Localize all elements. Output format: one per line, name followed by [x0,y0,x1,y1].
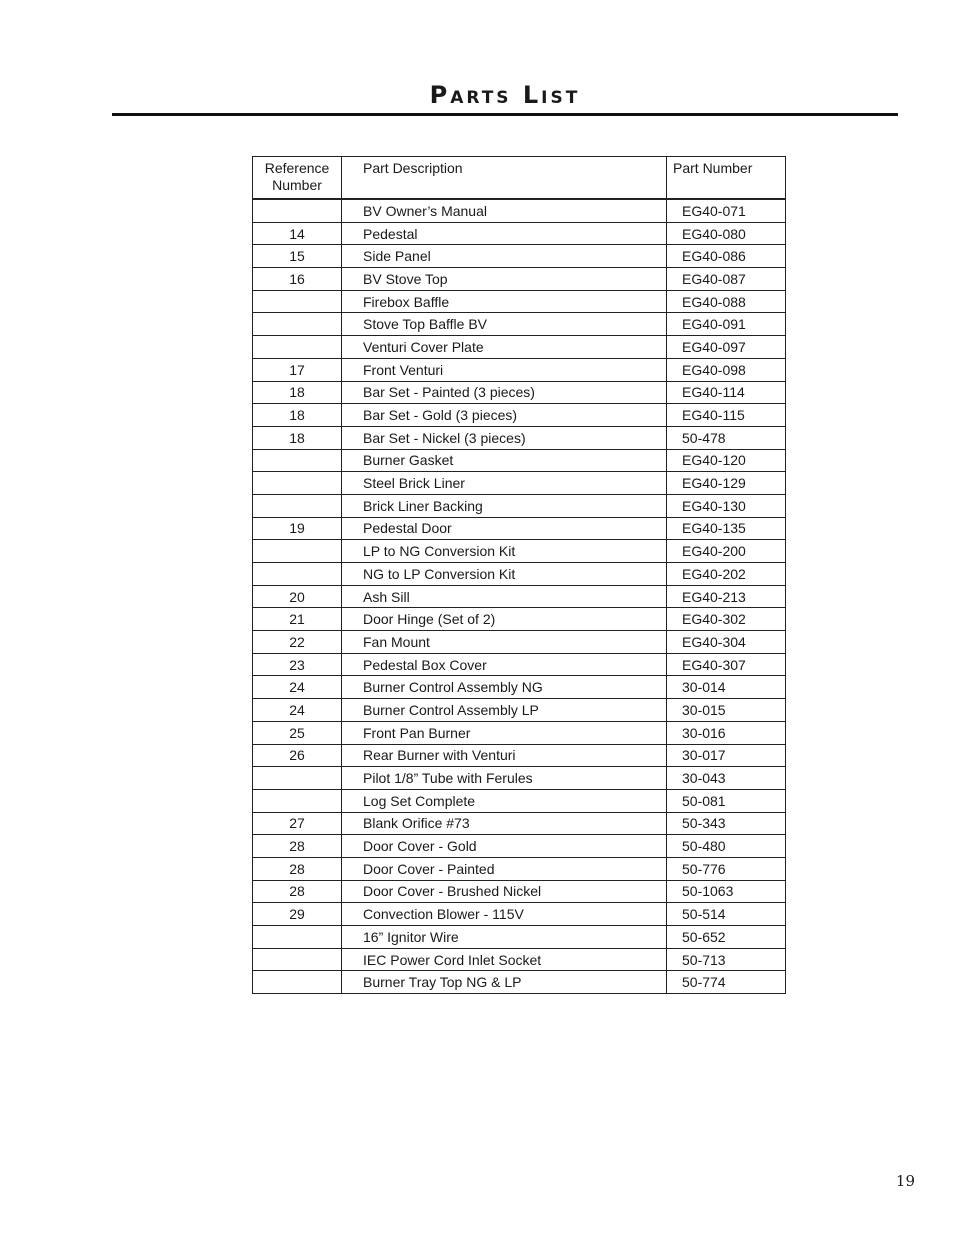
description-cell: Steel Brick Liner [342,472,667,495]
description-cell: Side Panel [342,245,667,268]
table-row [253,540,786,563]
description-cell: Stove Top Baffle BV [342,313,667,336]
header-reference-number: Reference Number [253,157,342,200]
table-row [253,585,786,608]
table-row [253,358,786,381]
reference-cell: 24 [253,676,342,699]
reference-cell: 18 [253,381,342,404]
header-part-number: Part Number [667,157,786,200]
table-row [253,290,786,313]
description-cell: Convection Blower - 115V [342,903,667,926]
description-cell: Venturi Cover Plate [342,336,667,359]
table-row [253,971,786,994]
reference-cell: 20 [253,585,342,608]
reference-cell: 28 [253,880,342,903]
reference-cell [253,336,342,359]
reference-cell [253,767,342,790]
description-cell: Ash Sill [342,585,667,608]
part-number-cell: EG40-086 [667,245,786,268]
reference-cell: 29 [253,903,342,926]
table-row [253,857,786,880]
part-number-cell: EG40-130 [667,494,786,517]
description-cell: Bar Set - Nickel (3 pieces) [342,426,667,449]
page-number: 19 [895,1172,915,1190]
description-cell: BV Stove Top [342,268,667,291]
reference-cell: 27 [253,812,342,835]
reference-cell: 24 [253,699,342,722]
table-row [253,676,786,699]
reference-cell [253,926,342,949]
reference-cell: 28 [253,835,342,858]
description-cell: Pedestal Door [342,517,667,540]
reference-cell [253,494,342,517]
part-number-cell: EG40-091 [667,313,786,336]
description-cell: Pedestal [342,222,667,245]
description-cell: Burner Gasket [342,449,667,472]
part-number-cell: EG40-307 [667,653,786,676]
part-number-cell: EG40-097 [667,336,786,359]
reference-cell [253,472,342,495]
reference-cell [253,199,342,222]
part-number-cell: EG40-304 [667,631,786,654]
reference-cell: 16 [253,268,342,291]
description-cell: Log Set Complete [342,789,667,812]
reference-cell: 21 [253,608,342,631]
part-number-cell: EG40-114 [667,381,786,404]
reference-cell [253,540,342,563]
table-row [253,449,786,472]
table-row [253,199,786,222]
table-header-row [253,157,786,200]
header-part-description: Part Description [342,157,667,200]
part-number-cell: EG40-080 [667,222,786,245]
description-cell: Pilot 1/8” Tube with Ferules [342,767,667,790]
part-number-cell: EG40-087 [667,268,786,291]
table-row [253,744,786,767]
table-row [253,903,786,926]
description-cell: Front Venturi [342,358,667,381]
parts-table-body [253,199,786,994]
table-row [253,245,786,268]
table-row [253,426,786,449]
table-row [253,517,786,540]
table-row [253,222,786,245]
part-number-cell: EG40-071 [667,199,786,222]
table-row [253,926,786,949]
table-row [253,313,786,336]
reference-cell: 17 [253,358,342,381]
description-cell: Door Cover - Brushed Nickel [342,880,667,903]
table-row [253,268,786,291]
part-number-cell: 50-652 [667,926,786,949]
reference-cell [253,449,342,472]
table-row [253,381,786,404]
part-number-cell: EG40-213 [667,585,786,608]
part-number-cell: EG40-088 [667,290,786,313]
reference-cell [253,971,342,994]
description-cell: Burner Control Assembly NG [342,676,667,699]
table-row [253,789,786,812]
part-number-cell: EG40-302 [667,608,786,631]
description-cell: Door Cover - Gold [342,835,667,858]
description-cell: 16” Ignitor Wire [342,926,667,949]
part-number-cell: EG40-129 [667,472,786,495]
table-row [253,404,786,427]
reference-cell: 15 [253,245,342,268]
part-number-cell: 50-081 [667,789,786,812]
reference-cell: 26 [253,744,342,767]
table-row [253,767,786,790]
table-row [253,835,786,858]
table-row [253,880,786,903]
description-cell: Front Pan Burner [342,721,667,744]
part-number-cell: 50-1063 [667,880,786,903]
reference-cell: 23 [253,653,342,676]
reference-cell [253,948,342,971]
description-cell: Rear Burner with Venturi [342,744,667,767]
part-number-cell: 50-478 [667,426,786,449]
description-cell: Brick Liner Backing [342,494,667,517]
reference-cell: 18 [253,404,342,427]
description-cell: Fan Mount [342,631,667,654]
part-number-cell: 30-017 [667,744,786,767]
description-cell: IEC Power Cord Inlet Socket [342,948,667,971]
table-row [253,608,786,631]
reference-cell [253,290,342,313]
description-cell: Blank Orifice #73 [342,812,667,835]
reference-cell: 14 [253,222,342,245]
part-number-cell: 50-480 [667,835,786,858]
description-cell: LP to NG Conversion Kit [342,540,667,563]
reference-cell: 25 [253,721,342,744]
description-cell: Burner Tray Top NG & LP [342,971,667,994]
description-cell: Burner Control Assembly LP [342,699,667,722]
table-row [253,563,786,586]
part-number-cell: 50-776 [667,857,786,880]
part-number-cell: 50-713 [667,948,786,971]
reference-cell [253,313,342,336]
table-row [253,336,786,359]
description-cell: Bar Set - Gold (3 pieces) [342,404,667,427]
table-row [253,494,786,517]
part-number-cell: 30-043 [667,767,786,790]
table-row [253,653,786,676]
part-number-cell: 50-343 [667,812,786,835]
part-number-cell: 50-774 [667,971,786,994]
part-number-cell: 30-014 [667,676,786,699]
description-cell: Firebox Baffle [342,290,667,313]
table-row [253,631,786,654]
part-number-cell: EG40-115 [667,404,786,427]
reference-cell: 19 [253,517,342,540]
table-row [253,699,786,722]
part-number-cell: 30-015 [667,699,786,722]
part-number-cell: 50-514 [667,903,786,926]
parts-table [252,156,786,994]
reference-cell: 28 [253,857,342,880]
part-number-cell: EG40-135 [667,517,786,540]
description-cell: Door Hinge (Set of 2) [342,608,667,631]
reference-cell [253,563,342,586]
part-number-cell: EG40-202 [667,563,786,586]
title-divider [112,113,898,116]
reference-cell [253,789,342,812]
part-number-cell: EG40-120 [667,449,786,472]
description-cell: NG to LP Conversion Kit [342,563,667,586]
table-row [253,812,786,835]
description-cell: Bar Set - Painted (3 pieces) [342,381,667,404]
part-number-cell: EG40-200 [667,540,786,563]
description-cell: BV Owner’s Manual [342,199,667,222]
table-row [253,948,786,971]
table-row [253,472,786,495]
reference-cell: 22 [253,631,342,654]
description-cell: Pedestal Box Cover [342,653,667,676]
page-title: Parts List [429,81,581,109]
part-number-cell: 30-016 [667,721,786,744]
description-cell: Door Cover - Painted [342,857,667,880]
part-number-cell: EG40-098 [667,358,786,381]
table-row [253,721,786,744]
reference-cell: 18 [253,426,342,449]
